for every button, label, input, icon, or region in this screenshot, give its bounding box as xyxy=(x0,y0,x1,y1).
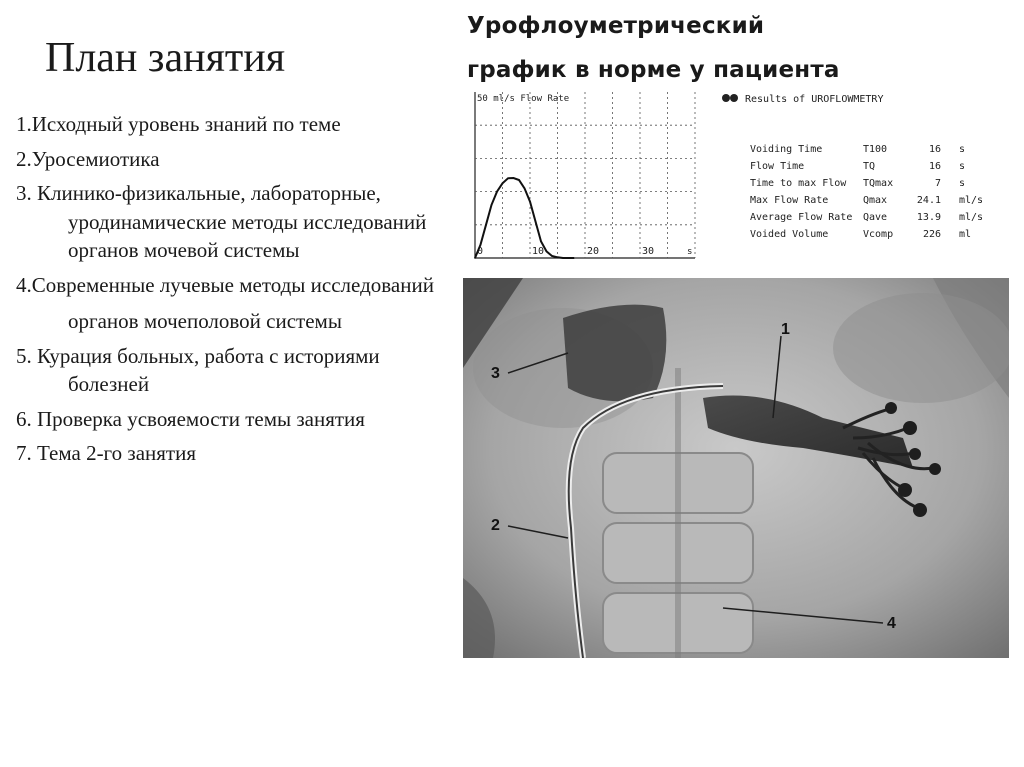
heading-line-1: Урофлоуметрический xyxy=(467,13,765,39)
results-title: Results of UROFLOWMETRY xyxy=(745,94,884,105)
plan-item-4: 4.Современные лучевые методы исследований xyxy=(16,272,434,297)
plan-item-4-continued: органов мочеполовой системы xyxy=(68,309,342,333)
flow-data-point xyxy=(535,221,537,223)
plan-item-5: 5. Курация больных, работа с историями болезней xyxy=(16,343,380,396)
xray-label-4: 4 xyxy=(887,615,896,632)
result-value: 13.9 xyxy=(916,212,941,223)
result-value: 16 xyxy=(928,161,941,172)
plan-item-3: 3. Клинико-физикальные, лабораторные, уродинамические методы исследований органов мочевой системы xyxy=(16,181,427,262)
x-tick-label: 10 xyxy=(532,246,545,257)
flow-data-point xyxy=(546,251,548,253)
flow-data-point xyxy=(502,183,504,185)
result-code: Qmax xyxy=(863,195,888,206)
result-unit: ml xyxy=(959,229,972,240)
flow-data-point xyxy=(529,201,531,203)
flow-data-point xyxy=(474,257,476,259)
xray-image xyxy=(463,278,1009,658)
xray-label-1: 1 xyxy=(781,321,790,338)
result-value: 7 xyxy=(934,178,941,189)
flow-data-point xyxy=(540,241,542,243)
flow-rate-curve xyxy=(475,178,574,258)
plan-item-7: 7. Тема 2-го занятия xyxy=(16,441,196,465)
flow-data-point xyxy=(557,257,559,259)
flow-data-point xyxy=(518,179,520,181)
slide-title: План занятия xyxy=(45,35,286,81)
flow-data-point xyxy=(480,244,482,246)
result-value: 226 xyxy=(922,229,941,240)
result-code: T100 xyxy=(863,144,888,155)
x-tick-label: 0 xyxy=(477,246,484,257)
results-logo-icon xyxy=(722,94,738,102)
chart-heading xyxy=(467,4,840,92)
result-code: TQmax xyxy=(863,178,894,189)
result-label: Voided Volume xyxy=(750,229,829,240)
xray-svg xyxy=(463,278,1009,658)
result-code: Qave xyxy=(863,212,888,223)
result-label: Average Flow Rate xyxy=(750,212,853,223)
result-unit: s xyxy=(959,144,966,155)
result-value: 16 xyxy=(928,144,941,155)
x-tick-labels xyxy=(477,246,654,257)
heading-line-2: график в норме у пациента xyxy=(467,57,840,83)
result-unit: ml/s xyxy=(959,212,984,223)
result-code: Vcomp xyxy=(863,229,894,240)
flow-data-point xyxy=(568,257,570,259)
uroflowmetry-svg xyxy=(463,84,1009,266)
result-unit: s xyxy=(959,161,966,172)
flow-data-point xyxy=(524,187,526,189)
x-tick-label: 30 xyxy=(642,246,655,257)
x-axis-unit: s xyxy=(687,247,693,257)
result-code: TQ xyxy=(863,161,876,172)
plan-item-2: 2.Уросемиотика xyxy=(16,146,160,171)
result-label: Voiding Time xyxy=(750,144,823,155)
flow-data-point xyxy=(573,257,575,259)
plan-item-1: 1.Исходный уровень знаний по теме xyxy=(16,112,341,136)
result-label: Max Flow Rate xyxy=(750,195,829,206)
lesson-plan-list xyxy=(8,110,448,474)
uroflowmetry-chart xyxy=(463,84,1009,266)
flow-data-point xyxy=(485,224,487,226)
results-table xyxy=(750,144,983,240)
result-value: 24.1 xyxy=(916,195,941,206)
result-label: Flow Time xyxy=(750,161,805,172)
y-axis-label: 50 ml/s Flow Rate xyxy=(477,94,570,104)
xray-label-2: 2 xyxy=(491,517,500,534)
chart-grid xyxy=(475,92,695,258)
flow-data-point xyxy=(562,257,564,259)
flow-data-point xyxy=(496,191,498,193)
flow-data-point xyxy=(507,178,509,180)
result-unit: s xyxy=(959,178,966,189)
result-label: Time to max Flow xyxy=(750,178,847,189)
result-unit: ml/s xyxy=(959,195,984,206)
x-tick-label: 20 xyxy=(587,246,600,257)
plan-item-6: 6. Проверка усвояемости темы занятия xyxy=(16,406,365,431)
xray-label-3: 3 xyxy=(491,365,500,382)
flow-data-point xyxy=(551,255,553,257)
flow-data-point xyxy=(513,177,515,179)
flow-data-point xyxy=(491,204,493,206)
